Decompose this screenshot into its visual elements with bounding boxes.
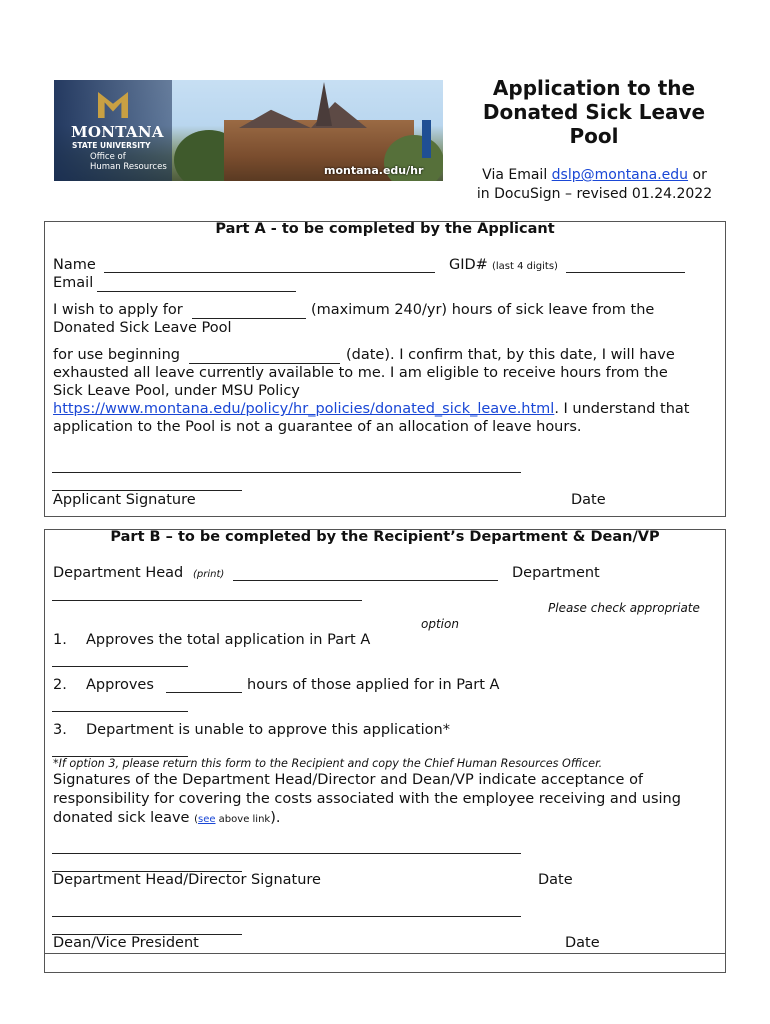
apply-text-suffix: (maximum 240/yr) hours of sick leave from the	[311, 302, 655, 318]
see-link[interactable]: see	[197, 814, 216, 825]
gid-label: GID#	[449, 257, 488, 273]
responsibility-line3: donated sick leave (see above link).	[53, 810, 281, 826]
dept-head-label: Department Head	[53, 565, 184, 581]
gid-field[interactable]	[566, 272, 685, 273]
use-beginning-label: for use beginning	[53, 347, 180, 363]
use-text: (date). I confirm that, by this date, I will have	[346, 347, 675, 363]
department-label: Department	[512, 565, 600, 581]
form-title: Application to the Donated Sick Leave Pool	[482, 76, 706, 148]
use-text-line2: exhausted all leave currently available to me. I am eligible to receive hours from the	[53, 365, 668, 381]
logo-name: MONTANA	[71, 123, 164, 141]
email-field[interactable]	[97, 291, 296, 292]
option-2-checkline[interactable]	[52, 711, 188, 712]
hr-banner-image	[54, 80, 443, 181]
banner-flag-icon	[422, 120, 431, 158]
part-b-divider	[44, 953, 726, 954]
option-1-checkline[interactable]	[52, 666, 188, 667]
name-field[interactable]	[104, 272, 435, 273]
start-date-field[interactable]	[189, 363, 340, 364]
policy-link[interactable]: https://www.montana.edu/policy/hr_policies/donated_sick_leave.html	[53, 401, 555, 417]
responsibility-line2: responsibility for covering the costs associated with the employee receiving and using	[53, 791, 681, 807]
option-3-text: Department is unable to approve this application*	[86, 722, 450, 738]
banner-url: montana.edu/hr	[324, 164, 424, 177]
option-3-num: 3.	[53, 722, 67, 738]
apply-text-line2: Donated Sick Leave Pool	[53, 320, 232, 336]
email-link[interactable]: dslp@montana.edu	[551, 167, 689, 183]
use-text-line5: application to the Pool is not a guarantee of an allocation of leave hours.	[53, 419, 582, 435]
director-signature-line[interactable]	[52, 853, 521, 854]
part-a-heading: Part A - to be completed by the Applicant	[215, 221, 555, 237]
hours-requested-field[interactable]	[192, 318, 306, 319]
dean-date-label: Date	[565, 935, 600, 951]
option-3-footnote: *If option 3, please return this form to the Recipient and copy the Chief Human Resources Officer.	[53, 757, 603, 770]
director-date-label: Date	[538, 872, 573, 888]
option-2-suffix: hours of those applied for in Part A	[247, 677, 500, 693]
responsibility-line1: Signatures of the Department Head/Director and Dean/VP indicate acceptance of	[53, 772, 644, 788]
office-label: Office of Human Resources	[90, 152, 167, 172]
part-b-heading: Part B – to be completed by the Recipient’s Department & Dean/VP	[110, 529, 660, 545]
dean-label: Dean/Vice President	[53, 935, 199, 951]
dean-signature-line[interactable]	[52, 916, 521, 917]
applicant-date-label: Date	[571, 492, 606, 508]
policy-line: https://www.montana.edu/policy/hr_policies/donated_sick_leave.html. I understand that	[53, 401, 690, 417]
part-b-section	[44, 529, 726, 973]
option-1-text: Approves the total application in Part A	[86, 632, 371, 648]
option-2-num: 2.	[53, 677, 67, 693]
option-1-num: 1.	[53, 632, 67, 648]
department-field[interactable]	[52, 600, 362, 601]
gid-hint: (last 4 digits)	[492, 261, 558, 272]
director-signature-label: Department Head/Director Signature	[53, 872, 321, 888]
option-hint: option	[421, 617, 459, 631]
submission-info: Via Email dslp@montana.edu or in DocuSign – revised 01.24.2022	[476, 167, 713, 202]
applicant-signature-label: Applicant Signature	[53, 492, 196, 508]
approved-hours-field[interactable]	[166, 692, 242, 693]
applicant-signature-line[interactable]	[52, 472, 521, 473]
name-label: Name	[53, 257, 96, 273]
logo-subtitle: STATE UNIVERSITY	[72, 141, 151, 150]
apply-text: I wish to apply for	[53, 302, 183, 318]
print-hint: (print)	[193, 569, 225, 580]
option-2-text: Approves	[86, 677, 154, 693]
use-text-line3: Sick Leave Pool, under MSU Policy	[53, 383, 300, 399]
check-hint: Please check appropriate	[548, 601, 700, 615]
dept-head-name-field[interactable]	[233, 580, 498, 581]
email-label: Email	[53, 275, 94, 291]
applicant-signature-underline	[52, 490, 242, 491]
